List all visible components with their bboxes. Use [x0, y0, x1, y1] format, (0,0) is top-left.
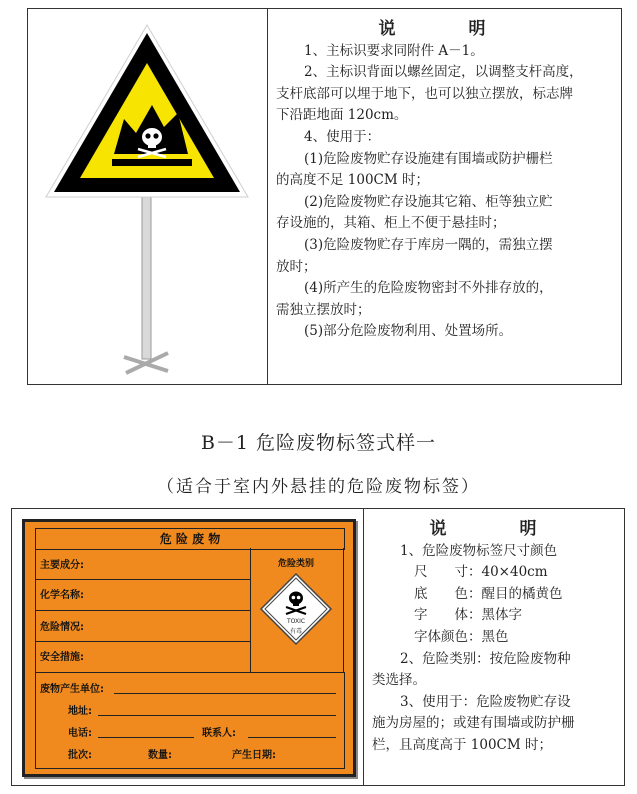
bottom-line: 尺 寸：40×40cm: [414, 564, 548, 581]
sign-post: [142, 195, 151, 359]
top-line: 需独立摆放时；: [276, 301, 371, 318]
bottom-line: 类选择。: [372, 672, 426, 689]
warning-sign-figure: [28, 9, 267, 384]
top-line: 支杆底部可以埋于地下，也可以独立摆放，标志牌: [276, 85, 573, 102]
top-description-title: 说 明: [378, 19, 514, 39]
bottom-line: 底 色：醒目的橘黄色: [414, 585, 563, 602]
contact-label: 联系人:: [202, 728, 236, 739]
batch-label: 批次:: [68, 750, 92, 761]
main-component-label: 主要成分:: [40, 560, 84, 571]
top-line: (4)所产生的危险废物密封不外排存放的，: [304, 280, 553, 297]
hazard-info-label: 危险情况:: [40, 622, 84, 633]
top-panel: [27, 8, 622, 385]
bottom-line: 3、使用于：危险废物贮存设: [400, 693, 571, 710]
bottom-description: [372, 519, 622, 757]
top-line: (3)危险废物贮存于库房一隅的，需独立摆: [304, 236, 553, 253]
bottom-line: 1、危险废物标签尺寸颜色: [400, 542, 558, 559]
caption-subtitle: （适合于室内外悬挂的危险废物标签）: [157, 477, 480, 497]
top-line: (5)部分危险废物利用、处置场所。: [304, 323, 513, 340]
hazardous-waste-label: [22, 519, 356, 777]
label-heading: 危 险 废 物: [35, 528, 345, 550]
phone-underline: [98, 736, 194, 738]
phone-label: 电话:: [68, 728, 92, 739]
caption-title: B－1 危险废物标签式样一: [200, 432, 437, 454]
producer-underline: [114, 692, 336, 694]
top-line: 的高度不足 100CM 时；: [276, 172, 430, 189]
quantity-label: 数量:: [148, 750, 172, 761]
top-description: [276, 19, 616, 343]
bottom-line: 字 体：黑体字: [414, 607, 522, 624]
top-line: 放时；: [276, 258, 317, 275]
row-divider: [36, 641, 250, 642]
address-underline: [98, 714, 336, 716]
top-line: 4、使用于：: [304, 128, 381, 145]
toxic-en-text: TOXIC: [286, 618, 306, 625]
safety-measures-label: 安全措施:: [40, 652, 84, 663]
top-line: 下沿距地面 120cm。: [276, 107, 408, 124]
bottom-line: 2、危险类别：按危险废物种: [400, 650, 571, 667]
address-label: 地址:: [68, 706, 92, 717]
top-line: (2)危险废物贮存设施其它箱、柜等独立贮: [304, 193, 553, 210]
row-divider: [36, 579, 250, 580]
bottom-line: 字体颜色：黑色: [414, 628, 509, 645]
producer-label: 废物产生单位:: [40, 684, 104, 695]
top-line: 1、主标识要求同附件 A－1。: [304, 42, 484, 59]
row-divider: [36, 610, 250, 611]
label-lower-fields: [35, 672, 345, 769]
bottom-description-title: 说 明: [429, 519, 565, 539]
label-info-grid: [35, 548, 251, 673]
top-line: 2、主标识背面以螺丝固定，以调整支杆高度，: [304, 64, 583, 81]
date-label: 产生日期:: [232, 750, 276, 761]
bottom-panel: [11, 508, 625, 786]
hazard-class-box: [249, 548, 344, 673]
top-line: 存设施的，其箱、柜上不便于悬挂时；: [276, 215, 506, 232]
top-line: (1)危险废物贮存设施建有围墙或防护栅栏: [304, 150, 553, 167]
bottom-divider: [363, 509, 364, 785]
top-divider: [267, 9, 268, 384]
toxic-cn-text: 有毒: [289, 628, 302, 635]
bottom-line: 施为房屋的；或建有围墙或防护栅: [372, 715, 575, 732]
chemical-name-label: 化学名称:: [40, 590, 84, 601]
contact-underline: [248, 736, 336, 738]
hazard-class-label: 危险类别: [277, 559, 314, 569]
bottom-line: 栏，且高度高于 100CM 时；: [372, 736, 553, 753]
